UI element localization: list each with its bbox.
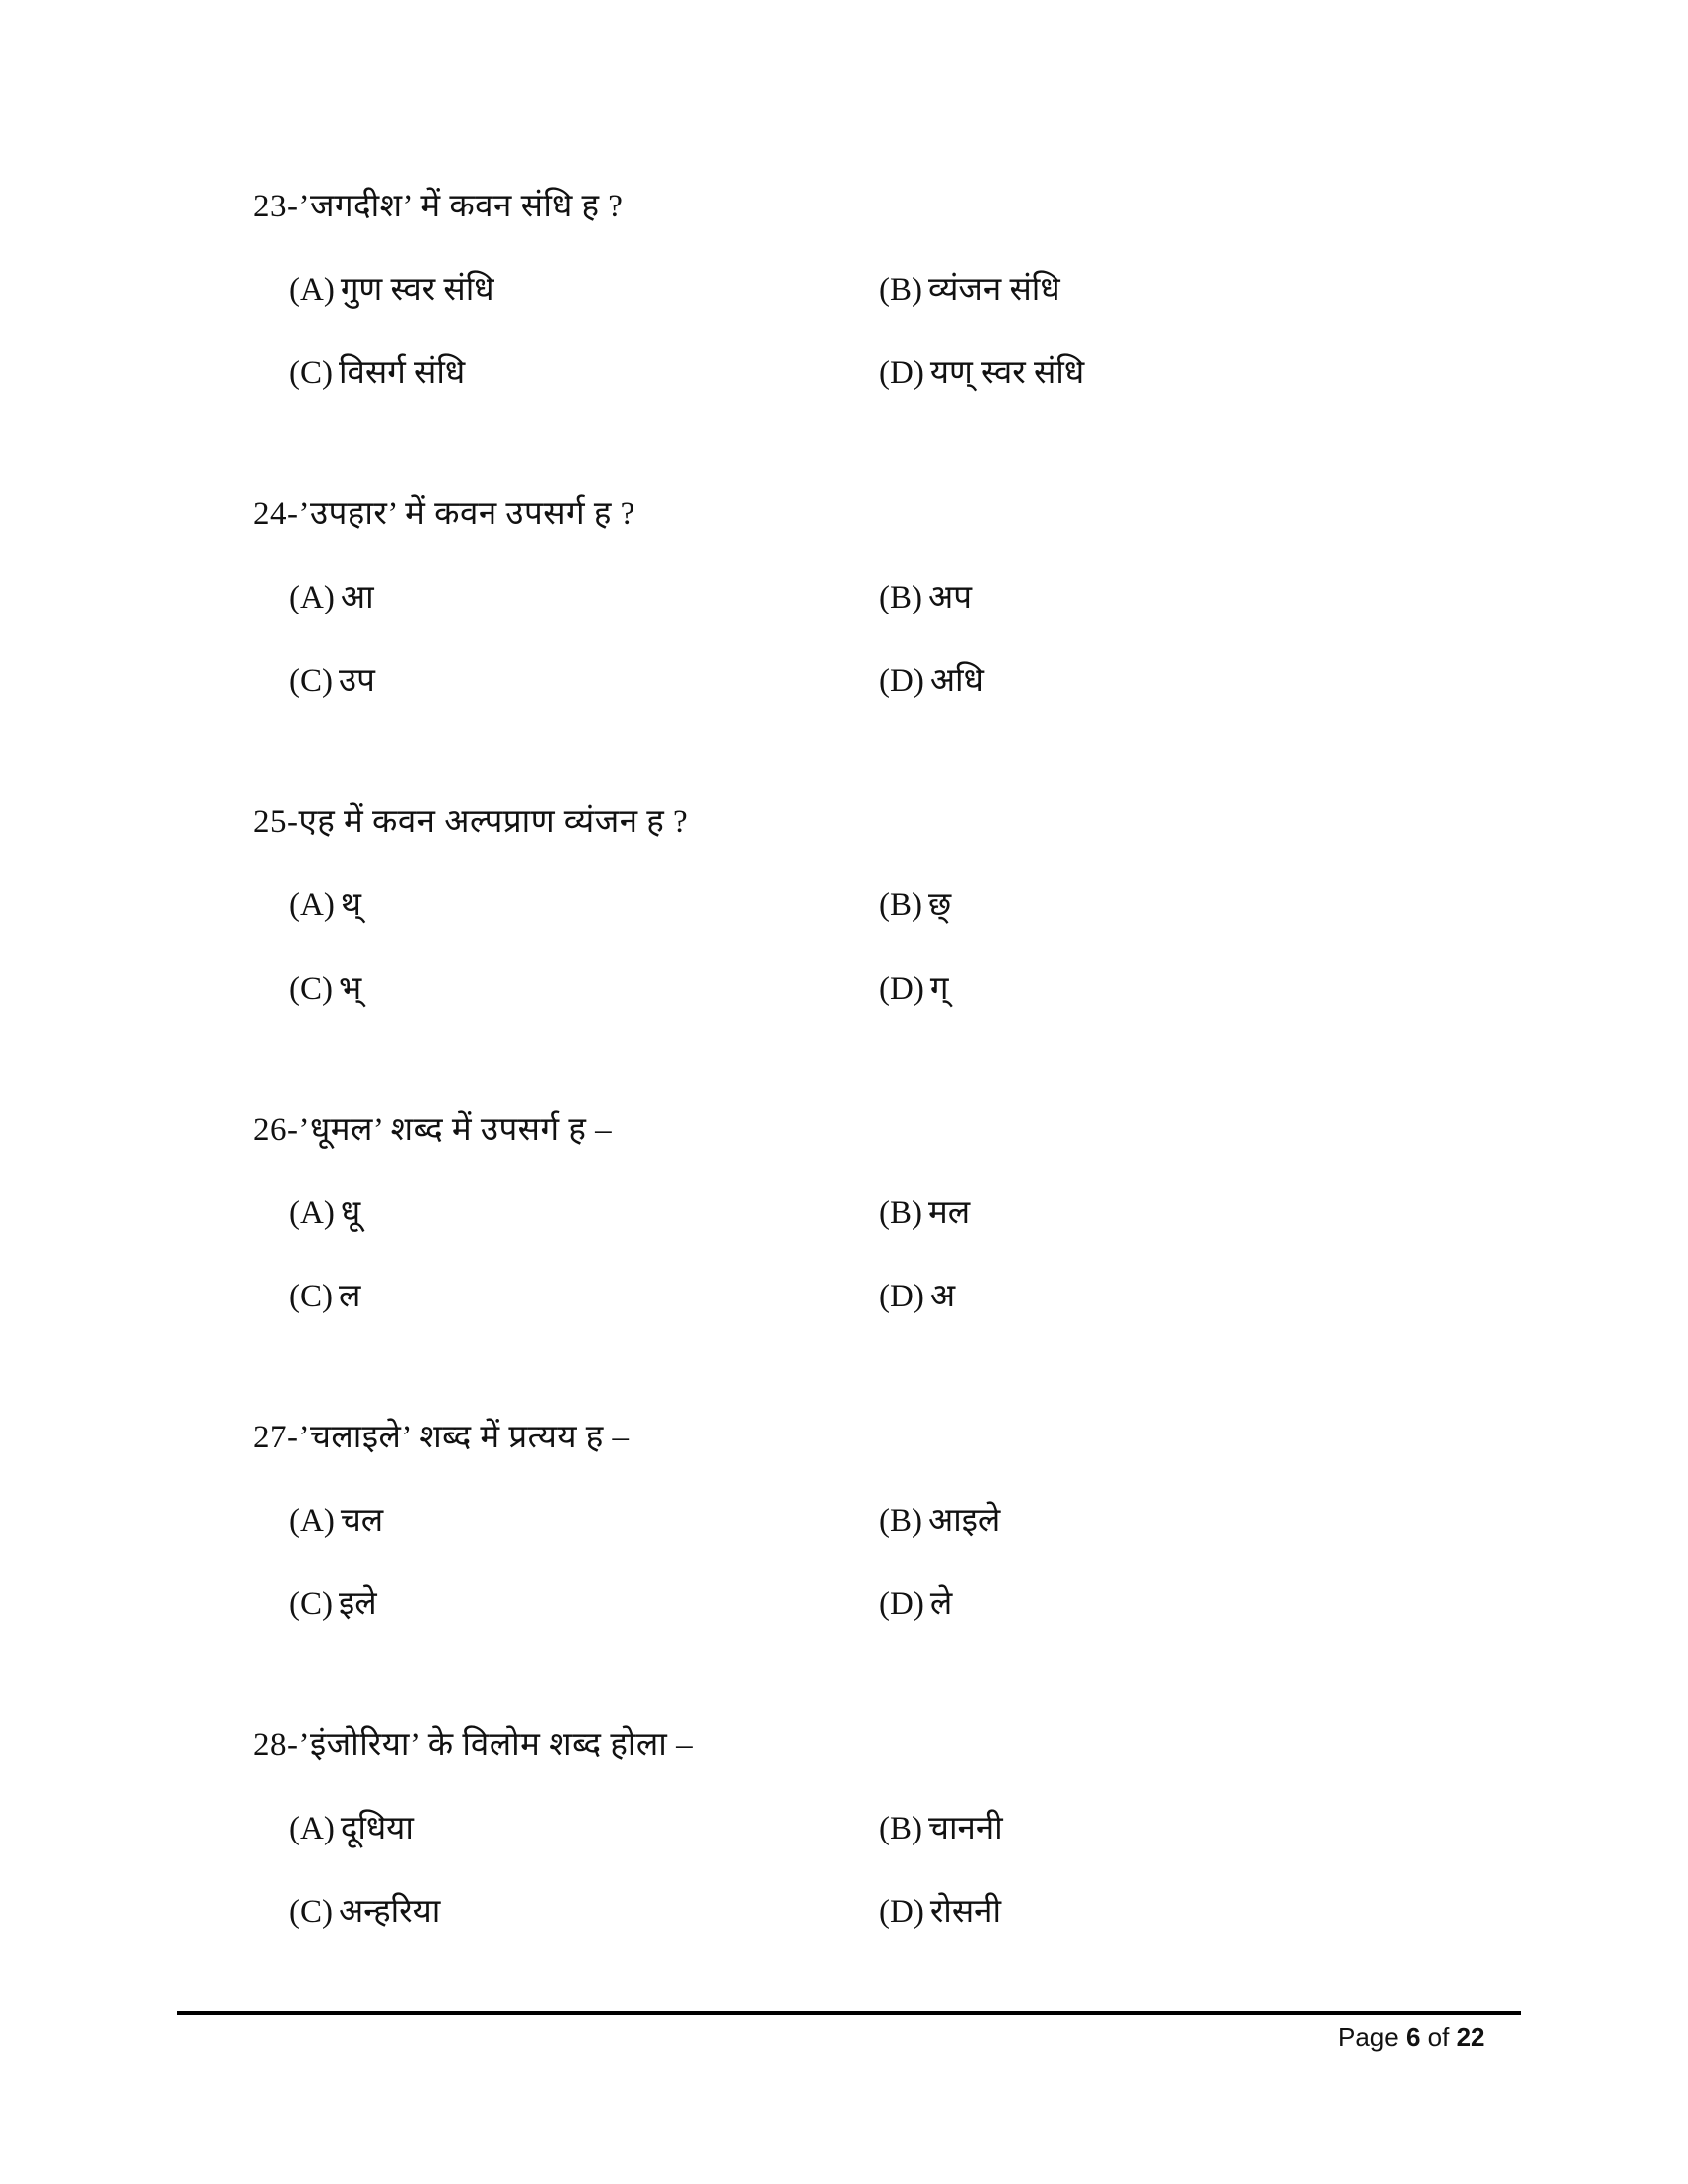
option-d [879, 1584, 952, 1624]
option-a [289, 270, 494, 310]
option-a [289, 1809, 414, 1848]
option-text: उप [339, 663, 375, 699]
option-text: दूधिया [340, 1811, 414, 1846]
option-text: ग् [929, 971, 949, 1007]
option-text: अप [928, 580, 972, 615]
option-text: भ् [339, 971, 362, 1007]
option-text: ल [339, 1279, 361, 1314]
question-text: 25-एह में कवन अल्पप्राण व्यंजन ह ? [253, 804, 689, 840]
question-27 [253, 1418, 1544, 1624]
option-text: चल [340, 1503, 384, 1539]
options-row [253, 1809, 1544, 1848]
options-row [253, 1892, 1544, 1932]
options-row [253, 1501, 1544, 1541]
options-row [253, 1193, 1544, 1233]
option-c [289, 969, 361, 1009]
option-letter: (A) [289, 1811, 335, 1846]
question-text: 28-’इंजोरिया’ के विलोम शब्द होला – [253, 1727, 694, 1763]
option-c [289, 1277, 360, 1316]
option-text: व्यंजन संधि [928, 272, 1060, 308]
option-letter: (A) [289, 1503, 335, 1539]
option-text: थ् [340, 887, 361, 923]
option-text: इले [339, 1586, 377, 1622]
option-text: चाननी [928, 1811, 1003, 1846]
option-d [879, 661, 984, 701]
option-text: ले [929, 1586, 953, 1622]
option-letter: (D) [879, 1894, 924, 1930]
option-letter: (D) [879, 355, 924, 391]
option-letter: (B) [879, 580, 922, 615]
option-c [289, 1892, 440, 1932]
question-25 [253, 802, 1544, 1009]
question-text: 27-’चलाइले’ शब्द में प्रत्यय ह – [253, 1420, 630, 1455]
option-letter: (D) [879, 971, 924, 1007]
footer-divider [177, 2011, 1521, 2015]
option-text: अन्हरिया [339, 1894, 441, 1930]
option-letter: (D) [879, 663, 924, 699]
page-prefix: Page [1338, 2022, 1399, 2052]
option-letter: (A) [289, 272, 335, 308]
question-28 [253, 1725, 1544, 1932]
option-letter: (C) [289, 1279, 333, 1314]
question-23 [253, 187, 1544, 393]
options-row [253, 969, 1544, 1009]
option-text: यण् स्वर संधि [929, 355, 1085, 391]
options-row [253, 886, 1544, 925]
option-text: छ् [928, 887, 952, 923]
option-letter: (B) [879, 887, 922, 923]
option-letter: (C) [289, 1894, 333, 1930]
page-number [1338, 2021, 1485, 2053]
option-text: विसर्ग संधि [339, 355, 466, 391]
option-letter: (A) [289, 1195, 335, 1231]
question-text: 24-’उपहार’ में कवन उपसर्ग ह ? [253, 496, 635, 532]
page-of: of [1427, 2022, 1450, 2052]
option-text: मल [928, 1195, 971, 1231]
option-d [879, 969, 948, 1009]
option-b [879, 578, 972, 617]
option-letter: (C) [289, 355, 333, 391]
option-letter: (B) [879, 1195, 922, 1231]
option-letter: (B) [879, 1811, 922, 1846]
option-text: धू [340, 1195, 361, 1231]
option-letter: (A) [289, 580, 335, 615]
options-row [253, 578, 1544, 617]
option-a [289, 1501, 383, 1541]
option-text: अ [929, 1279, 956, 1314]
question-24 [253, 494, 1544, 701]
page-total: 22 [1456, 2022, 1485, 2052]
option-text: अधि [929, 663, 984, 699]
option-c [289, 353, 465, 393]
option-letter: (B) [879, 1503, 922, 1539]
option-b [879, 270, 1060, 310]
option-a [289, 1193, 360, 1233]
option-text: आइले [928, 1503, 1001, 1539]
option-letter: (A) [289, 887, 335, 923]
page-current: 6 [1405, 2022, 1421, 2052]
option-text: आ [340, 580, 374, 615]
option-c [289, 661, 375, 701]
option-b [879, 886, 951, 925]
options-row [253, 1584, 1544, 1624]
option-d [879, 353, 1084, 393]
options-row [253, 270, 1544, 310]
option-b [879, 1809, 1003, 1848]
option-letter: (D) [879, 1586, 924, 1622]
options-row [253, 353, 1544, 393]
option-letter: (D) [879, 1279, 924, 1314]
option-text: गुण स्वर संधि [340, 272, 494, 308]
option-d [879, 1277, 955, 1316]
option-text: रोसनी [929, 1894, 1002, 1930]
option-c [289, 1584, 377, 1624]
option-b [879, 1193, 970, 1233]
option-letter: (C) [289, 663, 333, 699]
question-26 [253, 1110, 1544, 1316]
option-a [289, 886, 361, 925]
option-letter: (B) [879, 272, 922, 308]
option-a [289, 578, 374, 617]
options-row [253, 661, 1544, 701]
option-letter: (C) [289, 1586, 333, 1622]
option-letter: (C) [289, 971, 333, 1007]
question-text: 23-’जगदीश’ में कवन संधि ह ? [253, 189, 624, 224]
options-row [253, 1277, 1544, 1316]
option-d [879, 1892, 1001, 1932]
question-text: 26-’धूमल’ शब्द में उपसर्ग ह – [253, 1112, 613, 1148]
option-b [879, 1501, 1000, 1541]
